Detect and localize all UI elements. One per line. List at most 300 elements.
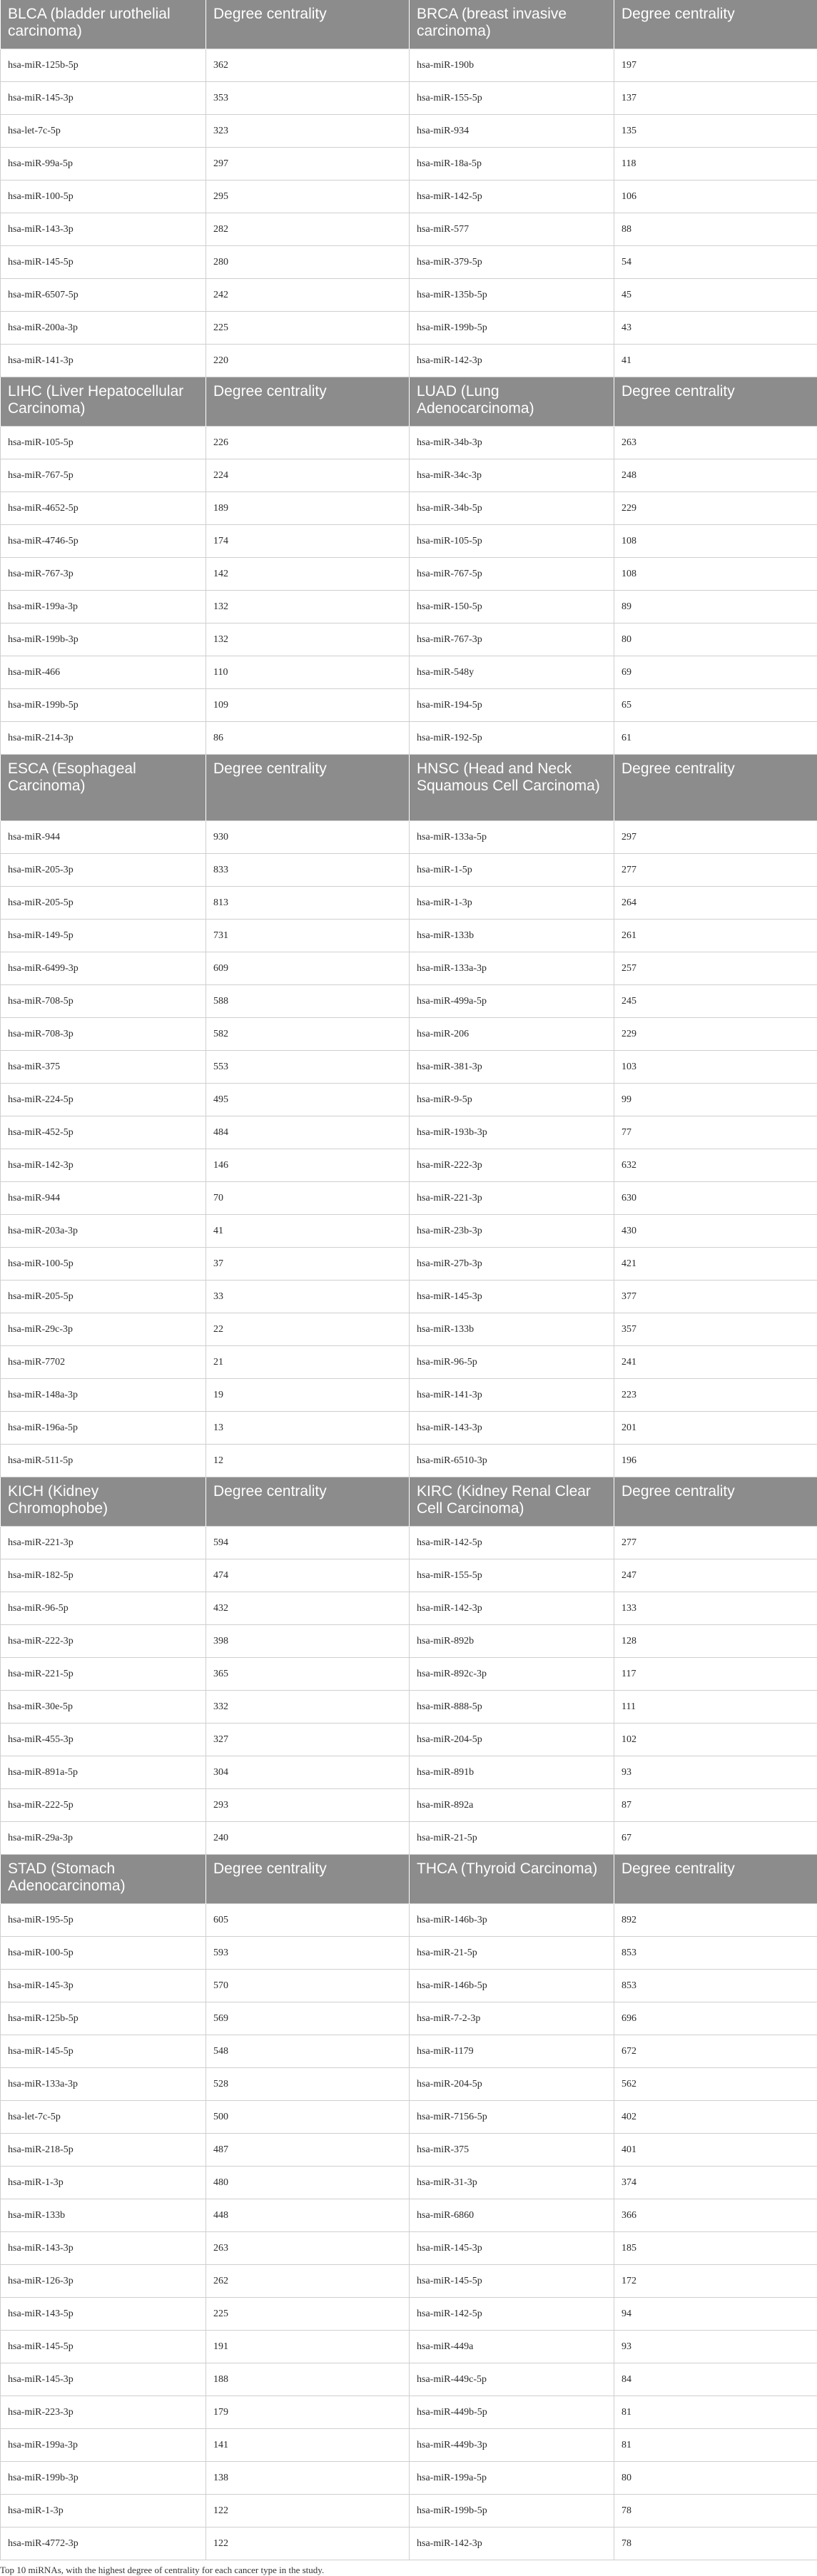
mirna-name-cell: hsa-miR-142-3p xyxy=(1,1149,206,1182)
table-row xyxy=(1,689,817,722)
mirna-name-cell: hsa-miR-145-5p xyxy=(410,2265,614,2298)
degree-value-cell: 189 xyxy=(206,492,410,525)
degree-value-cell: 553 xyxy=(206,1051,410,1084)
degree-value-cell: 13 xyxy=(206,1412,410,1445)
degree-value-cell: 70 xyxy=(206,1182,410,1215)
mirna-name-cell: hsa-miR-96-5p xyxy=(1,1592,206,1625)
mirna-name-cell: hsa-miR-499a-5p xyxy=(410,985,614,1018)
degree-value-cell: 833 xyxy=(206,854,410,887)
degree-value-cell: 570 xyxy=(206,1970,410,2002)
table-row xyxy=(1,1018,817,1051)
degree-value-cell: 89 xyxy=(614,591,817,623)
mirna-name-cell: hsa-miR-18a-5p xyxy=(410,148,614,180)
mirna-name-cell: hsa-miR-133b xyxy=(410,920,614,952)
degree-value-cell: 109 xyxy=(206,689,410,722)
mirna-name-cell: hsa-let-7c-5p xyxy=(1,2101,206,2134)
degree-value-cell: 93 xyxy=(614,2331,817,2363)
table-caption: Top 10 miRNAs, with the highest degree of centrality for each cancer type in the study. xyxy=(0,2565,324,2576)
degree-value-cell: 201 xyxy=(614,1412,817,1445)
degree-value-cell: 853 xyxy=(614,1937,817,1970)
section-header-row xyxy=(1,0,817,49)
mirna-name-cell: hsa-miR-146b-3p xyxy=(410,1904,614,1937)
table-row xyxy=(1,1445,817,1477)
degree-value-cell: 196 xyxy=(614,1445,817,1477)
mirna-name-cell: hsa-miR-145-3p xyxy=(410,1281,614,1313)
mirna-name-cell: hsa-miR-4746-5p xyxy=(1,525,206,558)
mirna-name-cell: hsa-miR-375 xyxy=(410,2134,614,2167)
cancer-type-header: LUAD (Lung Adenocarcinoma) xyxy=(410,377,614,427)
mirna-name-cell: hsa-miR-143-3p xyxy=(1,213,206,246)
degree-value-cell: 197 xyxy=(614,49,817,82)
mirna-name-cell: hsa-miR-133b xyxy=(1,2199,206,2232)
mirna-name-cell: hsa-miR-214-3p xyxy=(1,722,206,755)
mirna-name-cell: hsa-miR-143-5p xyxy=(1,2298,206,2331)
degree-value-cell: 93 xyxy=(614,1756,817,1789)
mirna-name-cell: hsa-miR-375 xyxy=(1,1051,206,1084)
table-row xyxy=(1,2068,817,2101)
table-row xyxy=(1,2101,817,2134)
degree-value-cell: 94 xyxy=(614,2298,817,2331)
table-row xyxy=(1,1149,817,1182)
table-row xyxy=(1,2331,817,2363)
mirna-name-cell: hsa-miR-205-3p xyxy=(1,854,206,887)
mirna-name-cell: hsa-miR-7702 xyxy=(1,1346,206,1379)
degree-value-cell: 263 xyxy=(206,2232,410,2265)
table-row xyxy=(1,656,817,689)
mirna-name-cell: hsa-miR-193b-3p xyxy=(410,1116,614,1149)
degree-value-cell: 474 xyxy=(206,1559,410,1592)
table-row xyxy=(1,2035,817,2068)
mirna-name-cell: hsa-miR-100-5p xyxy=(1,1937,206,1970)
degree-value-cell: 69 xyxy=(614,656,817,689)
degree-value-cell: 672 xyxy=(614,2035,817,2068)
table-row xyxy=(1,1756,817,1789)
degree-value-cell: 225 xyxy=(206,312,410,345)
mirna-name-cell: hsa-let-7c-5p xyxy=(1,115,206,148)
degree-centrality-header: Degree centrality xyxy=(614,0,817,49)
degree-value-cell: 229 xyxy=(614,492,817,525)
mirna-name-cell: hsa-miR-1179 xyxy=(410,2035,614,2068)
degree-value-cell: 146 xyxy=(206,1149,410,1182)
degree-value-cell: 569 xyxy=(206,2002,410,2035)
degree-value-cell: 853 xyxy=(614,1970,817,2002)
degree-value-cell: 280 xyxy=(206,246,410,279)
mirna-name-cell: hsa-miR-150-5p xyxy=(410,591,614,623)
degree-value-cell: 19 xyxy=(206,1379,410,1412)
mirna-name-cell: hsa-miR-199b-5p xyxy=(410,2495,614,2527)
table-row xyxy=(1,887,817,920)
table-row xyxy=(1,920,817,952)
mirna-name-cell: hsa-miR-96-5p xyxy=(410,1346,614,1379)
degree-value-cell: 930 xyxy=(206,821,410,854)
table-row xyxy=(1,279,817,312)
mirna-name-cell: hsa-miR-222-3p xyxy=(1,1625,206,1658)
mirna-name-cell: hsa-miR-9-5p xyxy=(410,1084,614,1116)
table-row xyxy=(1,2396,817,2429)
table-row xyxy=(1,985,817,1018)
degree-value-cell: 430 xyxy=(614,1215,817,1248)
mirna-name-cell: hsa-miR-222-3p xyxy=(410,1149,614,1182)
mirna-name-cell: hsa-miR-34b-5p xyxy=(410,492,614,525)
table-row xyxy=(1,722,817,755)
mirna-name-cell: hsa-miR-21-5p xyxy=(410,1937,614,1970)
degree-value-cell: 133 xyxy=(614,1592,817,1625)
mirna-name-cell: hsa-miR-105-5p xyxy=(1,427,206,459)
section-header-row xyxy=(1,755,817,821)
table-row xyxy=(1,459,817,492)
table-row xyxy=(1,246,817,279)
degree-value-cell: 398 xyxy=(206,1625,410,1658)
table-row xyxy=(1,1116,817,1149)
mirna-name-cell: hsa-miR-142-5p xyxy=(410,180,614,213)
degree-value-cell: 374 xyxy=(614,2167,817,2199)
degree-value-cell: 813 xyxy=(206,887,410,920)
degree-value-cell: 630 xyxy=(614,1182,817,1215)
table-row xyxy=(1,854,817,887)
degree-value-cell: 138 xyxy=(206,2462,410,2495)
degree-value-cell: 224 xyxy=(206,459,410,492)
mirna-name-cell: hsa-miR-218-5p xyxy=(1,2134,206,2167)
mirna-name-cell: hsa-miR-195-5p xyxy=(1,1904,206,1937)
degree-value-cell: 43 xyxy=(614,312,817,345)
mirna-name-cell: hsa-miR-1-3p xyxy=(410,887,614,920)
mirna-name-cell: hsa-miR-205-5p xyxy=(1,1281,206,1313)
table-row xyxy=(1,1346,817,1379)
mirna-name-cell: hsa-miR-145-3p xyxy=(1,1970,206,2002)
mirna-name-cell: hsa-miR-1-3p xyxy=(1,2495,206,2527)
degree-value-cell: 81 xyxy=(614,2396,817,2429)
degree-value-cell: 102 xyxy=(614,1724,817,1756)
degree-value-cell: 45 xyxy=(614,279,817,312)
table-row xyxy=(1,1592,817,1625)
mirna-name-cell: hsa-miR-944 xyxy=(1,821,206,854)
table-row xyxy=(1,312,817,345)
mirna-name-cell: hsa-miR-449b-3p xyxy=(410,2429,614,2462)
degree-value-cell: 220 xyxy=(206,345,410,377)
centrality-table-body xyxy=(1,0,817,2560)
table-row xyxy=(1,2002,817,2035)
cancer-type-header: BLCA (bladder urothelial carcinoma) xyxy=(1,0,206,49)
mirna-name-cell: hsa-miR-133a-3p xyxy=(410,952,614,985)
mirna-name-cell: hsa-miR-221-3p xyxy=(1,1527,206,1559)
mirna-name-cell: hsa-miR-142-3p xyxy=(410,345,614,377)
degree-value-cell: 242 xyxy=(206,279,410,312)
mirna-name-cell: hsa-miR-142-5p xyxy=(410,2298,614,2331)
degree-value-cell: 174 xyxy=(206,525,410,558)
mirna-name-cell: hsa-miR-30e-5p xyxy=(1,1691,206,1724)
degree-value-cell: 353 xyxy=(206,82,410,115)
table-row xyxy=(1,2167,817,2199)
table-row xyxy=(1,427,817,459)
degree-value-cell: 495 xyxy=(206,1084,410,1116)
mirna-name-cell: hsa-miR-141-3p xyxy=(1,345,206,377)
mirna-name-cell: hsa-miR-133a-5p xyxy=(410,821,614,854)
table-row xyxy=(1,2462,817,2495)
degree-value-cell: 117 xyxy=(614,1658,817,1691)
mirna-name-cell: hsa-miR-224-5p xyxy=(1,1084,206,1116)
mirna-name-cell: hsa-miR-145-5p xyxy=(1,246,206,279)
degree-value-cell: 402 xyxy=(614,2101,817,2134)
degree-value-cell: 67 xyxy=(614,1822,817,1855)
table-row xyxy=(1,49,817,82)
table-row xyxy=(1,492,817,525)
table-row xyxy=(1,1625,817,1658)
mirna-name-cell: hsa-miR-27b-3p xyxy=(410,1248,614,1281)
mirna-name-cell: hsa-miR-105-5p xyxy=(410,525,614,558)
mirna-name-cell: hsa-miR-199a-3p xyxy=(1,591,206,623)
degree-centrality-header: Degree centrality xyxy=(206,0,410,49)
degree-value-cell: 562 xyxy=(614,2068,817,2101)
degree-value-cell: 179 xyxy=(206,2396,410,2429)
mirna-name-cell: hsa-miR-200a-3p xyxy=(1,312,206,345)
degree-value-cell: 88 xyxy=(614,213,817,246)
mirna-name-cell: hsa-miR-708-3p xyxy=(1,1018,206,1051)
mirna-name-cell: hsa-miR-34b-3p xyxy=(410,427,614,459)
degree-value-cell: 132 xyxy=(206,623,410,656)
mirna-name-cell: hsa-miR-6860 xyxy=(410,2199,614,2232)
degree-value-cell: 87 xyxy=(614,1789,817,1822)
mirna-name-cell: hsa-miR-133a-3p xyxy=(1,2068,206,2101)
table-row xyxy=(1,1051,817,1084)
degree-value-cell: 103 xyxy=(614,1051,817,1084)
table-row xyxy=(1,1379,817,1412)
mirna-name-cell: hsa-miR-141-3p xyxy=(410,1379,614,1412)
mirna-name-cell: hsa-miR-204-5p xyxy=(410,1724,614,1756)
degree-value-cell: 261 xyxy=(614,920,817,952)
mirna-name-cell: hsa-miR-203a-3p xyxy=(1,1215,206,1248)
degree-value-cell: 99 xyxy=(614,1084,817,1116)
degree-value-cell: 12 xyxy=(206,1445,410,1477)
degree-value-cell: 81 xyxy=(614,2429,817,2462)
degree-value-cell: 241 xyxy=(614,1346,817,1379)
degree-value-cell: 357 xyxy=(614,1313,817,1346)
mirna-name-cell: hsa-miR-196a-5p xyxy=(1,1412,206,1445)
degree-value-cell: 22 xyxy=(206,1313,410,1346)
table-row xyxy=(1,115,817,148)
mirna-name-cell: hsa-miR-6507-5p xyxy=(1,279,206,312)
mirna-name-cell: hsa-miR-934 xyxy=(410,115,614,148)
degree-value-cell: 605 xyxy=(206,1904,410,1937)
mirna-name-cell: hsa-miR-221-5p xyxy=(1,1658,206,1691)
mirna-name-cell: hsa-miR-100-5p xyxy=(1,180,206,213)
mirna-name-cell: hsa-miR-199b-3p xyxy=(1,623,206,656)
degree-value-cell: 21 xyxy=(206,1346,410,1379)
table-row xyxy=(1,821,817,854)
table-row xyxy=(1,558,817,591)
mirna-name-cell: hsa-miR-126-3p xyxy=(1,2265,206,2298)
mirna-name-cell: hsa-miR-381-3p xyxy=(410,1051,614,1084)
degree-centrality-header: Degree centrality xyxy=(206,377,410,427)
degree-value-cell: 528 xyxy=(206,2068,410,2101)
section-header-row xyxy=(1,1855,817,1904)
table-row xyxy=(1,1658,817,1691)
table-row xyxy=(1,1559,817,1592)
degree-value-cell: 122 xyxy=(206,2527,410,2560)
mirna-name-cell: hsa-miR-767-5p xyxy=(1,459,206,492)
mirna-name-cell: hsa-miR-511-5p xyxy=(1,1445,206,1477)
degree-value-cell: 141 xyxy=(206,2429,410,2462)
degree-value-cell: 135 xyxy=(614,115,817,148)
mirna-name-cell: hsa-miR-29c-3p xyxy=(1,1313,206,1346)
table-row xyxy=(1,2363,817,2396)
degree-value-cell: 365 xyxy=(206,1658,410,1691)
mirna-name-cell: hsa-miR-452-5p xyxy=(1,1116,206,1149)
mirna-name-cell: hsa-miR-142-3p xyxy=(410,2527,614,2560)
cancer-type-header: THCA (Thyroid Carcinoma) xyxy=(410,1855,614,1904)
mirna-name-cell: hsa-miR-223-3p xyxy=(1,2396,206,2429)
degree-value-cell: 277 xyxy=(614,1527,817,1559)
table-row xyxy=(1,2527,817,2560)
mirna-name-cell: hsa-miR-155-5p xyxy=(410,82,614,115)
table-row xyxy=(1,1182,817,1215)
mirna-name-cell: hsa-miR-1-5p xyxy=(410,854,614,887)
table-row xyxy=(1,591,817,623)
mirna-name-cell: hsa-miR-133b xyxy=(410,1313,614,1346)
degree-value-cell: 80 xyxy=(614,2462,817,2495)
degree-value-cell: 185 xyxy=(614,2232,817,2265)
degree-value-cell: 297 xyxy=(206,148,410,180)
table-row xyxy=(1,525,817,558)
mirna-name-cell: hsa-miR-892c-3p xyxy=(410,1658,614,1691)
mirna-name-cell: hsa-miR-199b-5p xyxy=(1,689,206,722)
table-row xyxy=(1,623,817,656)
degree-value-cell: 225 xyxy=(206,2298,410,2331)
degree-value-cell: 41 xyxy=(614,345,817,377)
degree-centrality-header: Degree centrality xyxy=(614,1477,817,1527)
mirna-name-cell: hsa-miR-145-5p xyxy=(1,2035,206,2068)
mirna-name-cell: hsa-miR-149-5p xyxy=(1,920,206,952)
mirna-name-cell: hsa-miR-548y xyxy=(410,656,614,689)
degree-value-cell: 731 xyxy=(206,920,410,952)
table-row xyxy=(1,1822,817,1855)
table-row xyxy=(1,1084,817,1116)
mirna-name-cell: hsa-miR-1-3p xyxy=(1,2167,206,2199)
mirna-name-cell: hsa-miR-466 xyxy=(1,656,206,689)
mirna-name-cell: hsa-miR-4772-3p xyxy=(1,2527,206,2560)
mirna-name-cell: hsa-miR-190b xyxy=(410,49,614,82)
degree-value-cell: 78 xyxy=(614,2527,817,2560)
degree-value-cell: 142 xyxy=(206,558,410,591)
degree-value-cell: 588 xyxy=(206,985,410,1018)
cancer-type-header: HNSC (Head and Neck Squamous Cell Carcinoma) xyxy=(410,755,614,821)
degree-value-cell: 262 xyxy=(206,2265,410,2298)
degree-value-cell: 248 xyxy=(614,459,817,492)
mirna-name-cell: hsa-miR-155-5p xyxy=(410,1559,614,1592)
degree-centrality-header: Degree centrality xyxy=(206,1477,410,1527)
mirna-name-cell: hsa-miR-199a-5p xyxy=(410,2462,614,2495)
degree-value-cell: 448 xyxy=(206,2199,410,2232)
degree-value-cell: 323 xyxy=(206,115,410,148)
mirna-name-cell: hsa-miR-891a-5p xyxy=(1,1756,206,1789)
table-row xyxy=(1,1313,817,1346)
cancer-type-header: ESCA (Esophageal Carcinoma) xyxy=(1,755,206,821)
table-row xyxy=(1,1691,817,1724)
degree-value-cell: 223 xyxy=(614,1379,817,1412)
degree-value-cell: 122 xyxy=(206,2495,410,2527)
section-header-row xyxy=(1,1477,817,1527)
table-row xyxy=(1,2495,817,2527)
table-row xyxy=(1,1412,817,1445)
mirna-name-cell: hsa-miR-4652-5p xyxy=(1,492,206,525)
table-row xyxy=(1,148,817,180)
table-row xyxy=(1,2134,817,2167)
degree-value-cell: 500 xyxy=(206,2101,410,2134)
degree-value-cell: 247 xyxy=(614,1559,817,1592)
mirna-name-cell: hsa-miR-888-5p xyxy=(410,1691,614,1724)
table-row xyxy=(1,2265,817,2298)
mirna-name-cell: hsa-miR-7156-5p xyxy=(410,2101,614,2134)
mirna-name-cell: hsa-miR-7-2-3p xyxy=(410,2002,614,2035)
mirna-name-cell: hsa-miR-194-5p xyxy=(410,689,614,722)
table-row xyxy=(1,345,817,377)
degree-value-cell: 297 xyxy=(614,821,817,854)
degree-value-cell: 892 xyxy=(614,1904,817,1937)
mirna-name-cell: hsa-miR-577 xyxy=(410,213,614,246)
degree-centrality-header: Degree centrality xyxy=(614,1855,817,1904)
degree-value-cell: 172 xyxy=(614,2265,817,2298)
degree-value-cell: 484 xyxy=(206,1116,410,1149)
degree-value-cell: 137 xyxy=(614,82,817,115)
mirna-name-cell: hsa-miR-204-5p xyxy=(410,2068,614,2101)
mirna-name-cell: hsa-miR-100-5p xyxy=(1,1248,206,1281)
mirna-name-cell: hsa-miR-146b-5p xyxy=(410,1970,614,2002)
mirna-name-cell: hsa-miR-142-3p xyxy=(410,1592,614,1625)
mirna-name-cell: hsa-miR-143-3p xyxy=(410,1412,614,1445)
table-row xyxy=(1,1789,817,1822)
degree-value-cell: 37 xyxy=(206,1248,410,1281)
degree-centrality-header: Degree centrality xyxy=(206,755,410,821)
mirna-name-cell: hsa-miR-767-3p xyxy=(410,623,614,656)
degree-centrality-header: Degree centrality xyxy=(206,1855,410,1904)
degree-value-cell: 110 xyxy=(206,656,410,689)
degree-value-cell: 80 xyxy=(614,623,817,656)
degree-value-cell: 366 xyxy=(614,2199,817,2232)
degree-value-cell: 263 xyxy=(614,427,817,459)
table-row xyxy=(1,2232,817,2265)
mirna-name-cell: hsa-miR-6510-3p xyxy=(410,1445,614,1477)
degree-value-cell: 327 xyxy=(206,1724,410,1756)
mirna-name-cell: hsa-miR-449a xyxy=(410,2331,614,2363)
degree-value-cell: 33 xyxy=(206,1281,410,1313)
degree-value-cell: 304 xyxy=(206,1756,410,1789)
mirna-name-cell: hsa-miR-199a-3p xyxy=(1,2429,206,2462)
mirna-name-cell: hsa-miR-29a-3p xyxy=(1,1822,206,1855)
table-row xyxy=(1,213,817,246)
mirna-name-cell: hsa-miR-142-5p xyxy=(410,1527,614,1559)
table-row xyxy=(1,1248,817,1281)
degree-value-cell: 86 xyxy=(206,722,410,755)
degree-value-cell: 401 xyxy=(614,2134,817,2167)
mirna-name-cell: hsa-miR-449b-5p xyxy=(410,2396,614,2429)
mirna-name-cell: hsa-miR-767-5p xyxy=(410,558,614,591)
degree-value-cell: 295 xyxy=(206,180,410,213)
mirna-name-cell: hsa-miR-221-3p xyxy=(410,1182,614,1215)
mirna-name-cell: hsa-miR-192-5p xyxy=(410,722,614,755)
table-row xyxy=(1,1904,817,1937)
section-header-row xyxy=(1,377,817,427)
mirna-name-cell: hsa-miR-206 xyxy=(410,1018,614,1051)
mirna-name-cell: hsa-miR-892a xyxy=(410,1789,614,1822)
mirna-name-cell: hsa-miR-125b-5p xyxy=(1,2002,206,2035)
degree-value-cell: 54 xyxy=(614,246,817,279)
mirna-name-cell: hsa-miR-449c-5p xyxy=(410,2363,614,2396)
degree-value-cell: 282 xyxy=(206,213,410,246)
mirna-name-cell: hsa-miR-891b xyxy=(410,1756,614,1789)
table-row xyxy=(1,2298,817,2331)
degree-value-cell: 245 xyxy=(614,985,817,1018)
degree-value-cell: 65 xyxy=(614,689,817,722)
degree-value-cell: 108 xyxy=(614,558,817,591)
